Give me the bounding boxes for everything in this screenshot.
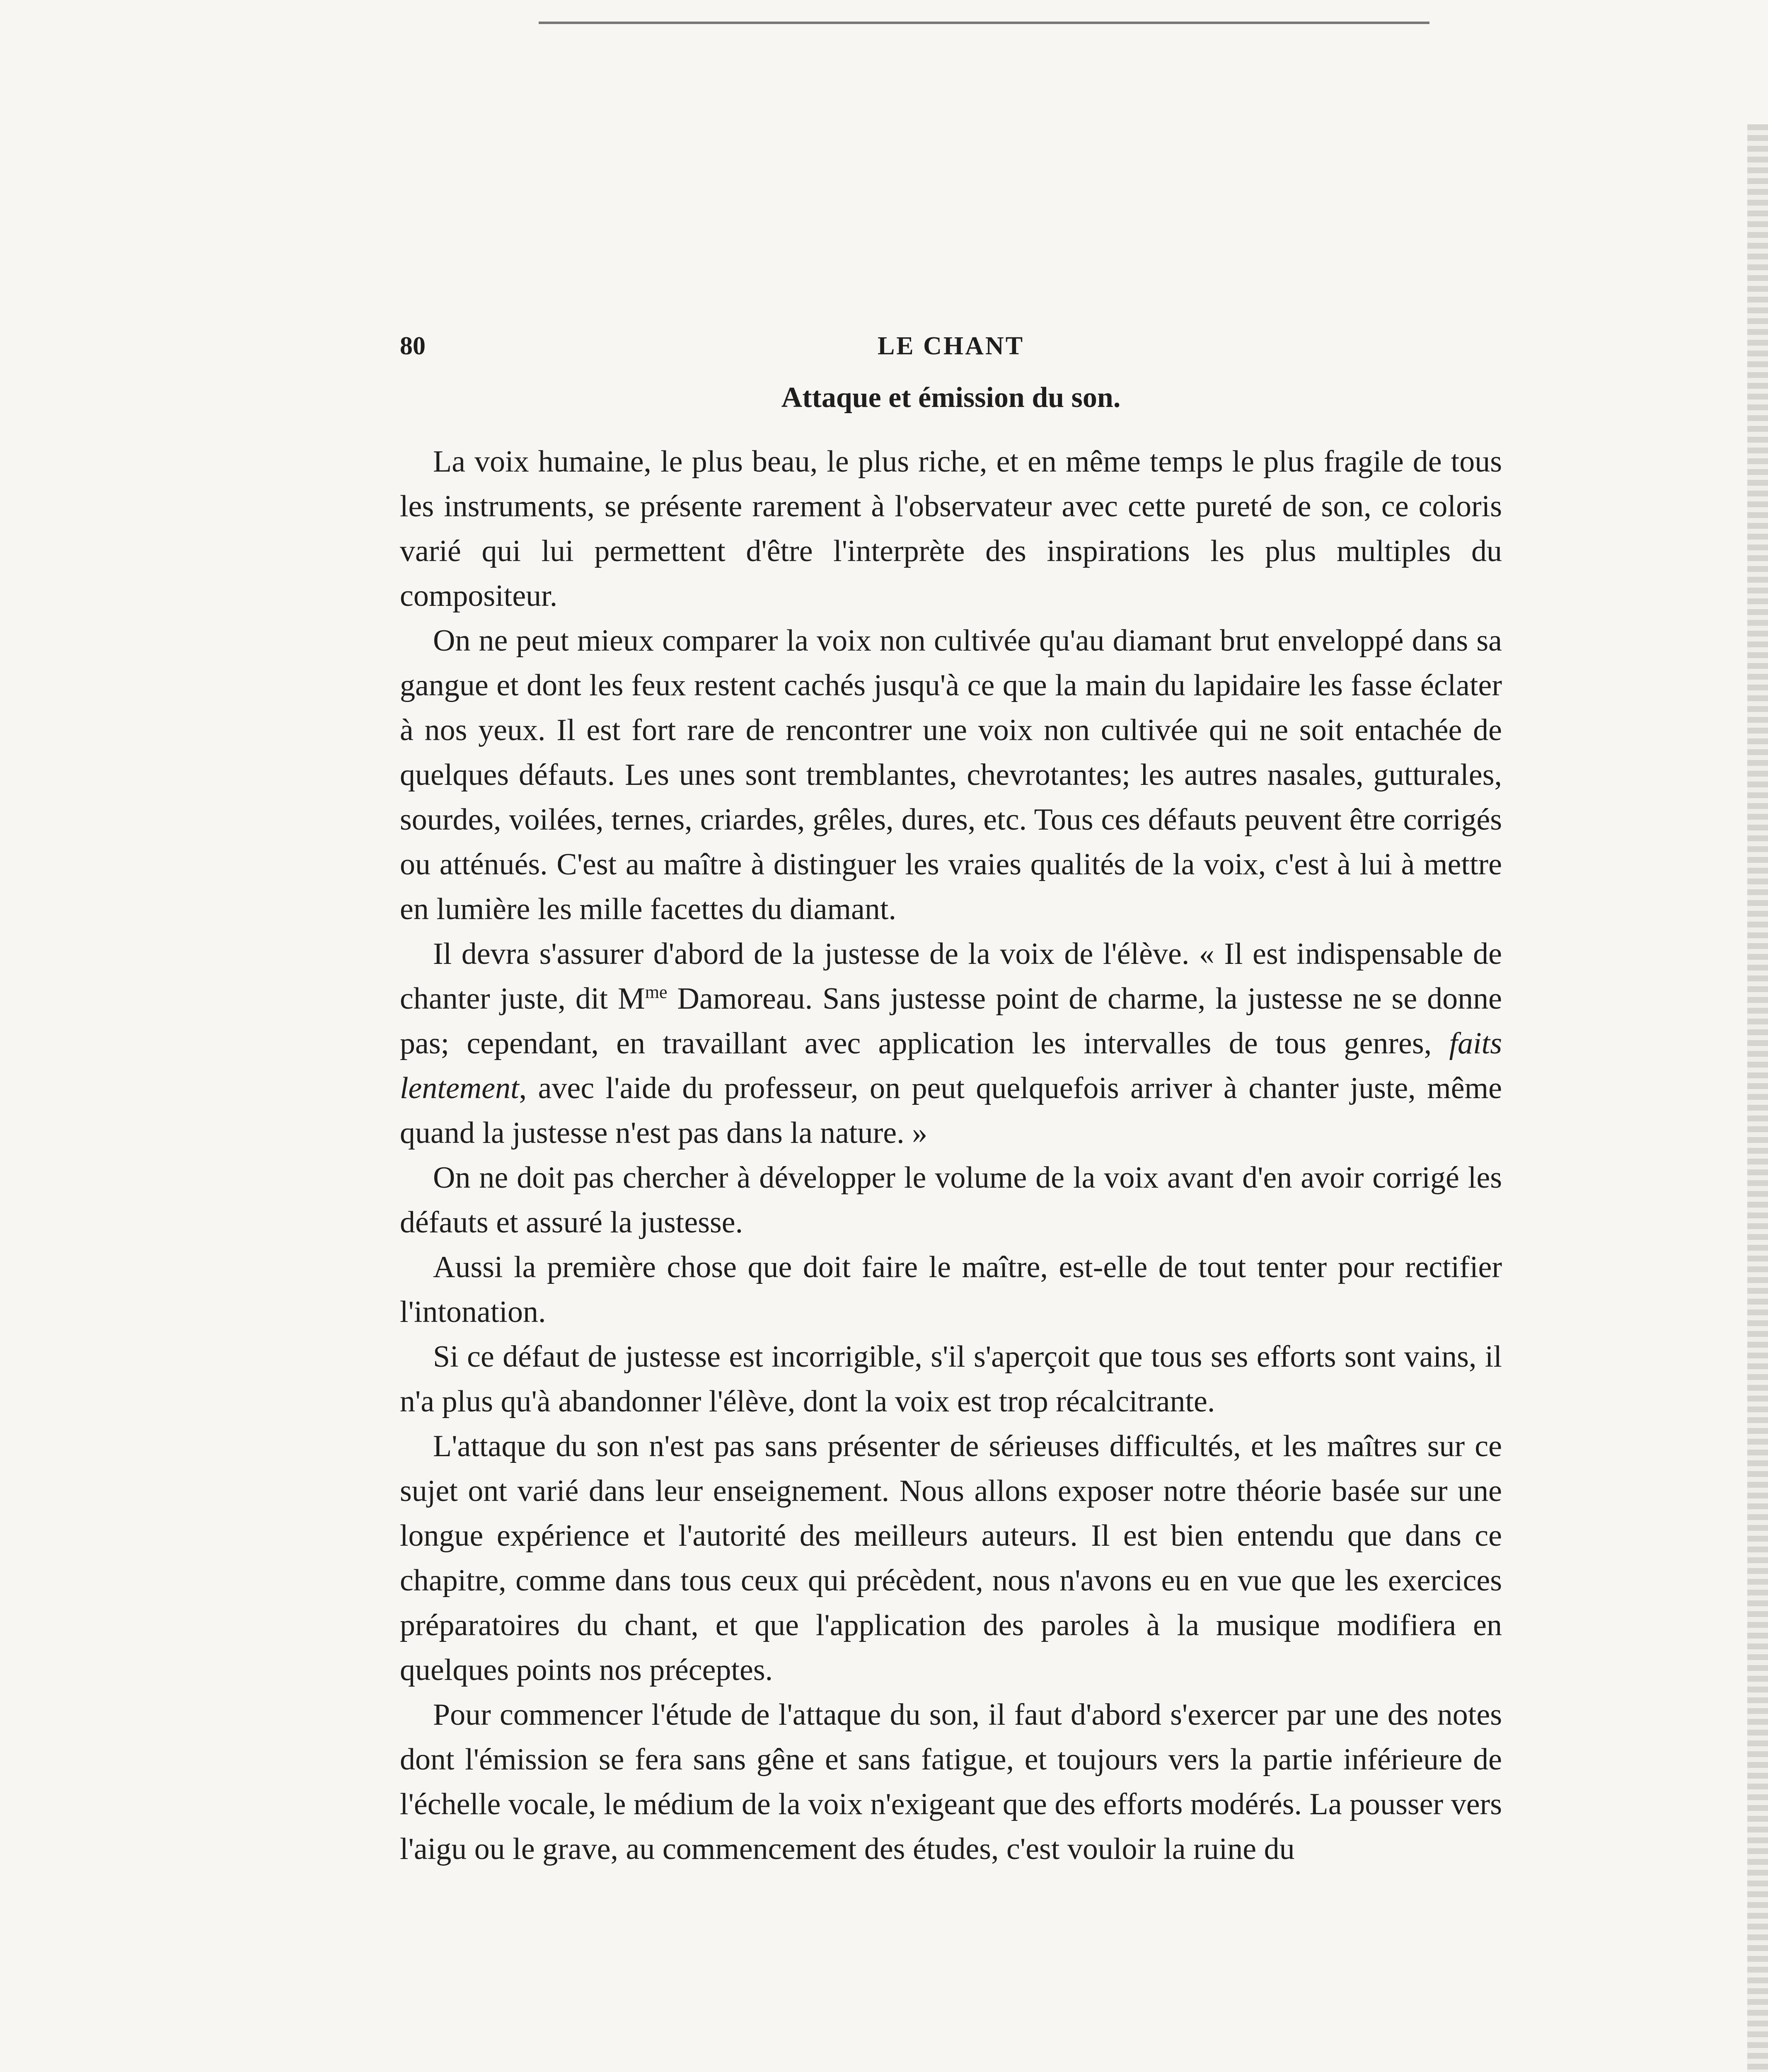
page-content [400,323,1502,1871]
paragraph-4: On ne doit pas chercher à développer le volume de la voix avant d'en avoir corrigé les défauts et assuré la justesse. [400,1161,1502,1239]
paragraph-3-part-3: , avec l'aide du professeur, on peut quelquefois arriver à chanter juste, même quand la justesse n'est pas dans la nature. » [400,1071,1502,1150]
page-number: 80 [400,332,426,360]
paragraph-2: On ne peut mieux comparer la voix non cultivée qu'au diamant brut enveloppé dans sa gangue et dont les feux restent cachés jusqu'à ce que la main du lapidaire les fasse éclater à nos yeux. Il est fort rare de rencontrer une voix non cultivée qui ne soit entachée de quelques défauts. Les unes sont tremblantes, chevrotantes; les autres nasales, gutturales, sourdes, voilées, ternes, criardes, grêles, dures, etc. Tous ces défauts peuvent être corrigés ou atténués. C'est au maître à distinguer les vraies qualités de la voix, c'est à lui à mettre en lumière les mille facettes du diamant. [400,624,1502,926]
page-header [400,323,1502,381]
top-rule [539,22,1429,24]
superscript-me: me [645,982,668,1002]
paragraph-3-part-1: Il devra s'assurer d'abord de la justesse de la voix de l'élève. « Il est indispensable de chanter juste, dit M [400,937,1502,1016]
paragraph-1: La voix humaine, le plus beau, le plus riche, et en même temps le plus fragile de tous les instruments, se présente rarement à l'observateur avec cette pureté de son, ce coloris varié qui lui permettent d'être l'interprète des inspirations les plus multiples du compositeur. [400,445,1502,613]
paragraph-3-part-2: Damoreau. Sans justesse point de charme, la justesse ne se donne pas; cependant, en travaillant avec application les intervalles de tous genres, [400,982,1502,1060]
paragraph-6: Si ce défaut de justesse est incorrigible, s'il s'aperçoit que tous ses efforts sont vains, il n'a plus qu'à abandonner l'élève, dont la voix est trop récalcitrante. [400,1340,1502,1418]
running-title: LE CHANT [877,332,1025,360]
paragraph-3 [400,932,1502,1155]
paragraph-8: Pour commencer l'étude de l'attaque du son, il faut d'abord s'exercer par une des notes dont l'émission se fera sans gêne et sans fatigue, et toujours vers la partie inférieure de l'échelle vocale, le médium de la voix n'exigeant que des efforts modérés. La pousser vers l'aigu ou le grave, au commencement des études, c'est vouloir la ruine du [400,1698,1502,1866]
italic-phrase: faits lentement [400,1026,1502,1105]
paragraph-5: Aussi la première chose que doit faire le maître, est-elle de tout tenter pour rectifier l'intonation. [400,1250,1502,1329]
page-edge-scan-artifact [1747,124,1768,2072]
section-title: Attaque et émission du son. [781,382,1121,414]
paragraph-7: L'attaque du son n'est pas sans présenter de sérieuses difficultés, et les maîtres sur ce sujet ont varié dans leur enseignement. Nous allons exposer notre théorie basée sur une longue expérience et l'autorité des meilleurs auteurs. Il est bien entendu que dans ce chapitre, comme dans tous ceux qui précèdent, nous n'avons eu en vue que les exercices préparatoires du chant, et que l'application des paroles à la musique modifiera en quelques points nos préceptes. [400,1429,1502,1687]
